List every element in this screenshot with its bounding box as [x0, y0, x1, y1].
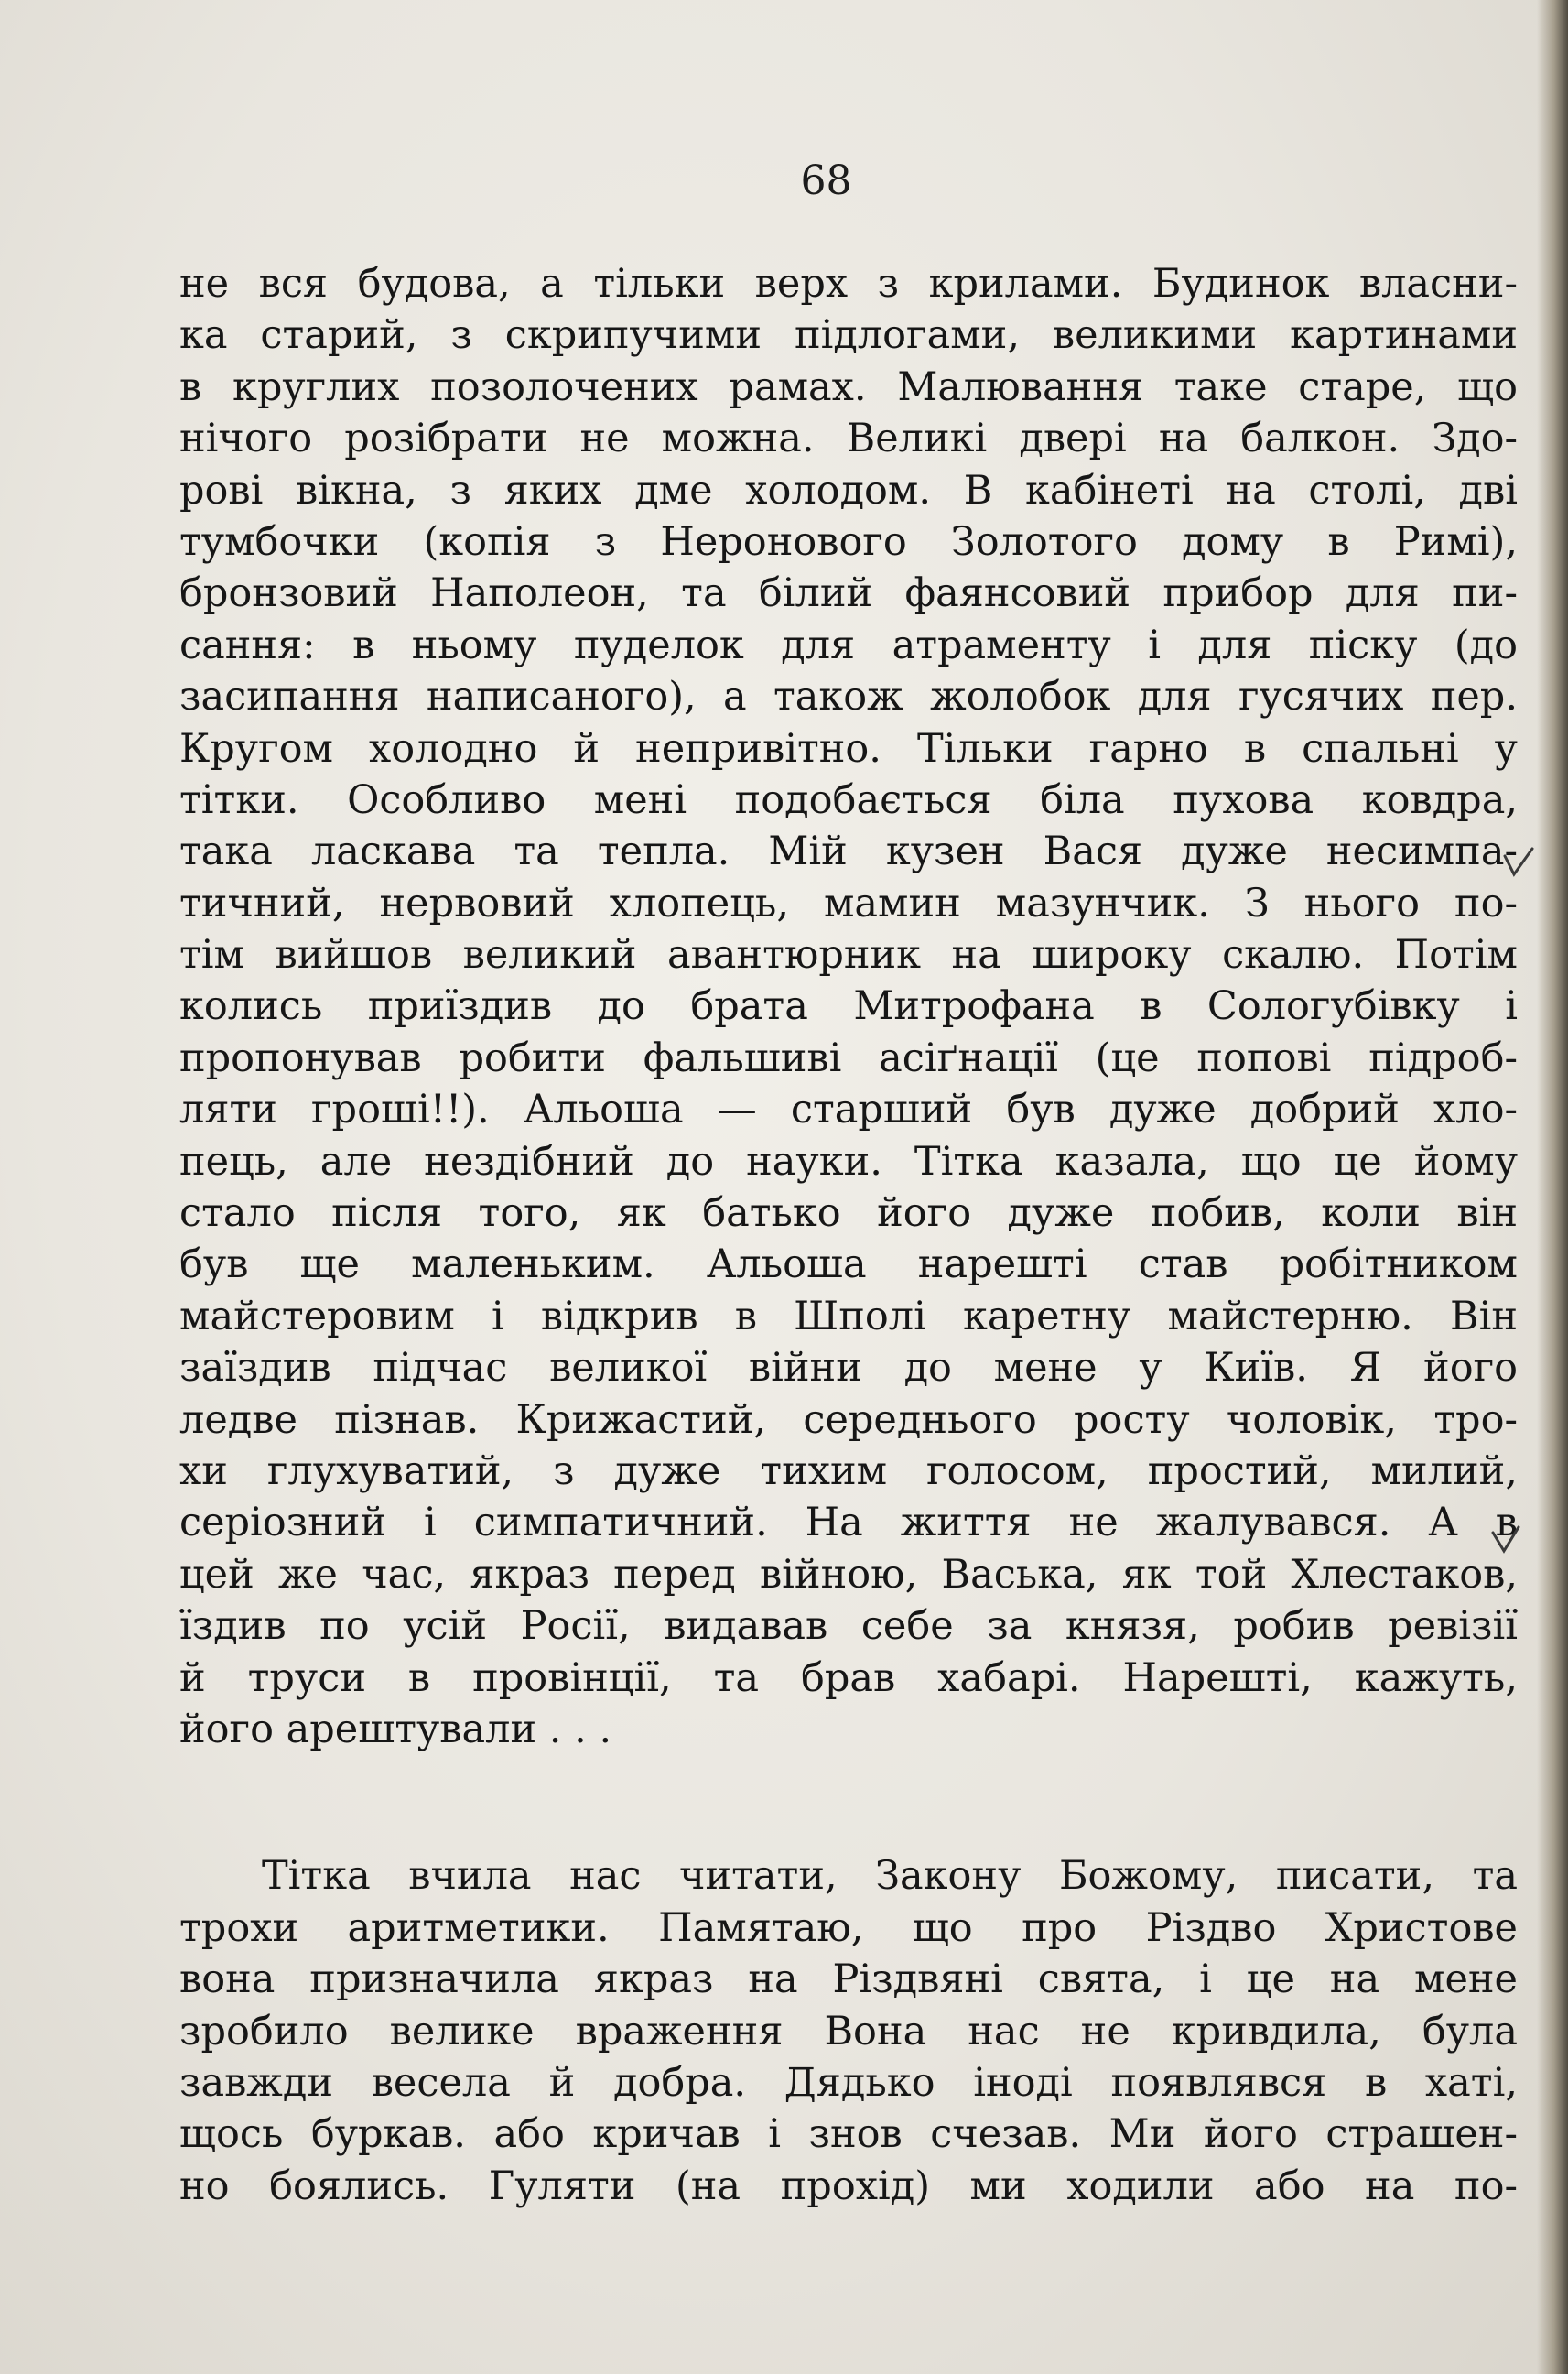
text-line: нічого розібрати не можна. Великі двері на балкон. Здо-: [179, 416, 1518, 462]
text-line: ляти гроші!!). Альоша — старший був дуже добрий хло-: [179, 1087, 1518, 1133]
text-line: завжди весела й добра. Дядько іноді появлявся в хаті,: [179, 2059, 1518, 2106]
text-line: тичний, нервовий хлопець, мамин мазунчик. З нього по-: [179, 880, 1518, 927]
text-line: серіозний і симпатичний. На життя не жалувався. А в: [179, 1500, 1518, 1546]
text-line: цей же час, якраз перед війною, Васька, як той Хлестаков,: [179, 1551, 1518, 1598]
text-line: майстеровим і відкрив в Шполі каретну майстерню. Він: [179, 1293, 1518, 1339]
text-line: щось буркав. або кричав і знов счезав. Ми його страшен-: [179, 2111, 1518, 2158]
text-line: сання: в ньому пуделок для атраменту і для піску (до: [179, 622, 1518, 668]
paragraph-2: [179, 1850, 1518, 2212]
text-line: його арештували . . .: [179, 1706, 612, 1752]
text-line: Кругом холодно й непривітно. Тільки гарно в спальні у: [179, 725, 1518, 772]
text-line: не вся будова, а тільки верх з крилами. Будинок власни-: [179, 261, 1518, 307]
text-line: хи глухуватий, з дуже тихим голосом, простий, милий,: [179, 1447, 1518, 1494]
text-line: Тітка вчила нас читати, Закону Божому, писати, та: [262, 1853, 1518, 1900]
text-line: рові вікна, з яких дме холодом. В кабінеті на столі, дві: [179, 467, 1518, 514]
text-line: пець, але нездібний до науки. Тітка казала, що це йому: [179, 1138, 1518, 1185]
text-line: трохи аритметики. Памятаю, що про Різдво Христове: [179, 1904, 1518, 1951]
text-line: й труси в провінції, та брав хабарі. Нарешті, кажуть,: [179, 1654, 1518, 1701]
text-line: вона призначила якраз на Різдвяні свята, і це на мене: [179, 1957, 1518, 2003]
text-line: в круглих позолочених рамах. Малювання таке старе, що: [179, 363, 1518, 410]
text-line: тумбочки (копія з Неронового Золотого дому в Римі),: [179, 518, 1518, 565]
text-line: но боялись. Гуляти (на прохід) ми ходили або на по-: [179, 2163, 1518, 2209]
text-line: пропонував робити фальшиві асіґнації (це попові підроб-: [179, 1035, 1518, 1081]
text-line: їздив по усій Росії, видавав себе за князя, робив ревізії: [179, 1603, 1518, 1650]
text-line: був ще маленьким. Альоша нарешті став робітником: [179, 1241, 1518, 1288]
text-line: така ласкава та тепла. Мій кузен Вася дуже несимпа-: [179, 829, 1518, 875]
text-line: засипання написаного), а також жолобок для гусячих пер.: [179, 674, 1518, 721]
text-line: колись приїздив до брата Митрофана в Сологубівку і: [179, 983, 1518, 1030]
text-line: тітки. Особливо мені подобається біла пухова ковдра,: [179, 776, 1518, 823]
text-line: зробило велике враження Вона нас не кривдила, була: [179, 2008, 1518, 2054]
page-number: 68: [800, 157, 852, 204]
pencil-check-icon: [1487, 1520, 1524, 1556]
text-line: тім вийшов великий авантюрник на широку скалю. Потім: [179, 932, 1518, 979]
paragraph-gap: [179, 1755, 1518, 1850]
page-text: [179, 258, 1518, 2212]
paragraph-1: [179, 258, 1518, 1755]
text-line: стало після того, як батько його дуже побив, коли він: [179, 1190, 1518, 1237]
text-line: заїздив підчас великої війни до мене у Київ. Я його: [179, 1345, 1518, 1392]
text-line: ка старий, з скрипучими підлогами, великими картинами: [179, 312, 1518, 359]
page-edge-shadow: [1537, 0, 1568, 2374]
text-line: бронзовий Наполеон, та білий фаянсовий прибор для пи-: [179, 570, 1518, 617]
text-line: ледве пізнав. Крижастий, середнього росту чоловік, тро-: [179, 1396, 1518, 1443]
pencil-check-icon: [1501, 847, 1538, 883]
